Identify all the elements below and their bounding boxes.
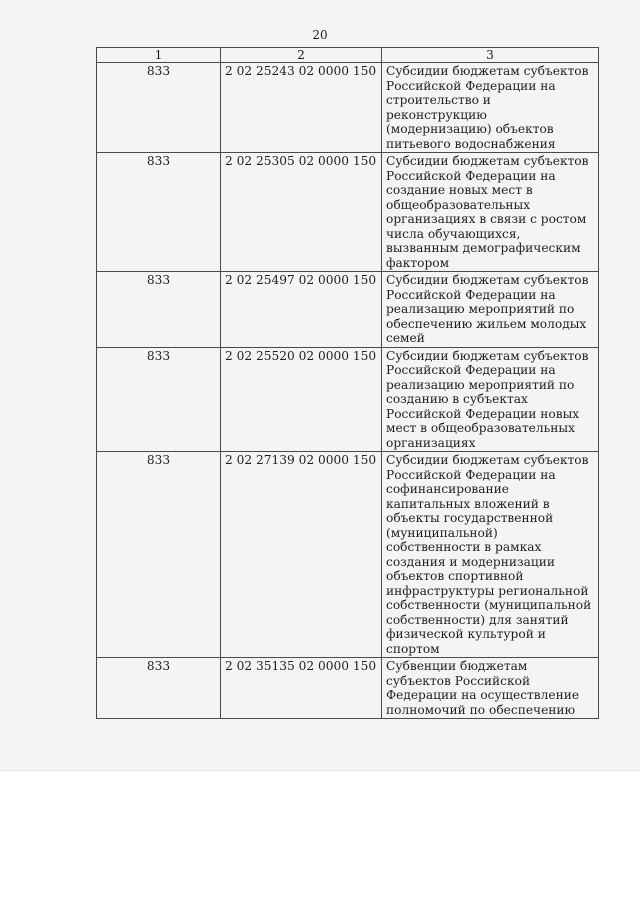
table-row	[97, 347, 599, 452]
description-line: создание новых мест в	[386, 183, 533, 197]
income-description-cell	[382, 272, 599, 348]
description-line: организациях	[386, 435, 476, 450]
description-line: собственности в рамках	[386, 540, 542, 554]
description-line: собственности) для занятий	[386, 612, 569, 627]
income-description-cell	[382, 452, 599, 658]
budget-classification-code-cell: 2 02 25520 02 0000 150	[221, 347, 382, 452]
description-line: объекты государственной	[386, 511, 554, 525]
description-line: обеспечению жильем молодых	[386, 316, 587, 331]
budget-codes-table	[96, 47, 599, 719]
description-line: Российской Федерации на	[386, 78, 556, 93]
admin-code-cell: 833	[97, 153, 221, 272]
budget-classification-code-cell: 2 02 25243 02 0000 150	[221, 63, 382, 153]
description-line: софинансирование	[386, 482, 510, 496]
income-description-cell	[382, 658, 599, 719]
description-line: мест в общеобразовательных	[386, 421, 575, 435]
description-line: Российской Федерации новых	[386, 406, 580, 421]
table-row	[97, 452, 599, 658]
table-body	[97, 63, 599, 719]
table-row	[97, 658, 599, 719]
page-number: 20	[312, 28, 328, 42]
description-line: собственности (муниципальной	[386, 598, 592, 612]
description-line: объектов спортивной	[386, 569, 524, 583]
description-line: физической культурой и	[386, 627, 546, 641]
column-header-3: 3	[382, 48, 599, 63]
description-line: питьевого водоснабжения	[386, 136, 556, 151]
description-line: Российской Федерации на	[386, 467, 556, 482]
table-row	[97, 63, 599, 153]
description-line: Субсидии бюджетам субъектов	[386, 453, 589, 467]
income-description-cell	[382, 347, 599, 452]
description-line: созданию в субъектах	[386, 392, 528, 406]
description-line: общеобразовательных	[386, 197, 531, 212]
description-line: строительство и	[386, 93, 491, 107]
description-line: полномочий по обеспечению	[386, 702, 576, 717]
admin-code-cell: 833	[97, 272, 221, 348]
description-line: создания и модернизации	[386, 554, 555, 569]
description-line: организациях в связи с ростом	[386, 212, 587, 226]
admin-code-cell: 833	[97, 63, 221, 153]
budget-classification-code-cell: 2 02 25305 02 0000 150	[221, 153, 382, 272]
description-line: инфраструктуры региональной	[386, 583, 589, 598]
column-header-2: 2	[221, 48, 382, 63]
description-line: реализацию мероприятий по	[386, 377, 575, 392]
description-line: фактором	[386, 255, 450, 270]
description-line: реализацию мероприятий по	[386, 302, 575, 316]
description-line: Федерации на осуществление	[386, 688, 580, 702]
description-line: Субсидии бюджетам субъектов	[386, 273, 589, 287]
description-line: реконструкцию	[386, 107, 487, 122]
description-line: спортом	[386, 641, 440, 656]
description-line: Российской Федерации на	[386, 287, 556, 302]
description-line: Субсидии бюджетам субъектов	[386, 154, 589, 168]
admin-code-cell: 833	[97, 452, 221, 658]
table-row	[97, 272, 599, 348]
description-line: Российской Федерации на	[386, 168, 556, 183]
description-line: Субсидии бюджетам субъектов	[386, 348, 589, 363]
description-line: Субсидии бюджетам субъектов	[386, 64, 589, 78]
budget-classification-code-cell: 2 02 35135 02 0000 150	[221, 658, 382, 719]
description-line: (модернизацию) объектов	[386, 122, 554, 136]
description-line: (муниципальной)	[386, 525, 498, 540]
income-description-cell	[382, 63, 599, 153]
budget-classification-code-cell: 2 02 25497 02 0000 150	[221, 272, 382, 348]
description-line: вызванным демографическим	[386, 241, 581, 255]
description-line: Субвенции бюджетам	[386, 659, 528, 673]
description-line: субъектов Российской	[386, 673, 531, 688]
description-line: числа обучающихся,	[386, 226, 521, 241]
admin-code-cell: 833	[97, 658, 221, 719]
budget-classification-code-cell: 2 02 27139 02 0000 150	[221, 452, 382, 658]
description-line: семей	[386, 331, 425, 345]
column-header-1: 1	[97, 48, 221, 63]
description-line: Российской Федерации на	[386, 363, 556, 377]
admin-code-cell: 833	[97, 347, 221, 452]
header-row	[97, 48, 599, 63]
table-row	[97, 153, 599, 272]
income-description-cell	[382, 153, 599, 272]
description-line: капитальных вложений в	[386, 496, 550, 511]
